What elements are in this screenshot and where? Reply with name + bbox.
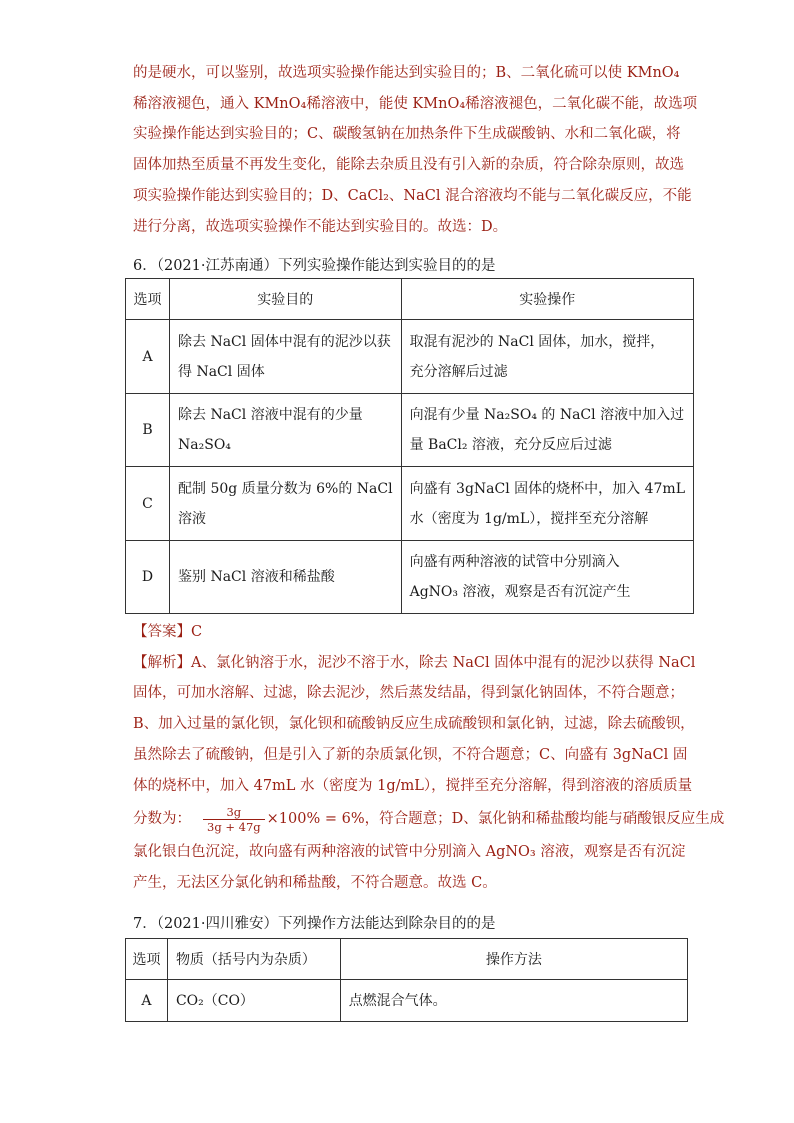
cell-line: 得 NaCl 固体 <box>178 363 265 380</box>
question-6-table <box>125 278 694 614</box>
operation-cell <box>401 394 693 467</box>
analysis-line: 氯化银白色沉淀，故向盛有两种溶液的试管中分别滴入 AgNO₃ 溶液，观察是否有沉淀 <box>133 844 686 861</box>
table-header-row <box>126 279 694 320</box>
cell-line: 向混有少量 Na₂SO₄ 的 NaCl 溶液中加入过 <box>409 407 685 423</box>
goal-cell <box>170 467 402 541</box>
question-6-analysis <box>133 617 725 899</box>
question-7-table <box>125 938 688 1022</box>
analysis-text: 分数为： <box>133 811 191 828</box>
table-row <box>126 394 694 467</box>
cell-line: 溶液 <box>178 510 207 527</box>
header-operation: 实验操作 <box>401 279 693 320</box>
header-option: 选项 <box>126 939 168 980</box>
method-cell: 点燃混合气体。 <box>340 980 687 1022</box>
question-6-title: 6．（2021·江苏南通）下列实验操作能达到实验目的的是 <box>133 258 496 274</box>
operation-cell <box>401 320 693 394</box>
cell-line: Na₂SO₄ <box>178 437 231 453</box>
fraction-numerator: 3g <box>226 804 242 819</box>
table-row <box>126 320 694 394</box>
cell-line: 取混有泥沙的 NaCl 固体，加水，搅拌， <box>409 333 665 350</box>
substance-cell: CO₂（CO） <box>167 980 340 1022</box>
answer-label: 【答案】C <box>133 624 203 640</box>
intro-analysis-paragraph <box>133 58 698 242</box>
intro-line: 实验操作能达到实验目的；C、碳酸氢钠在加热条件下生成碳酸钠、水和二氧化碳，将 <box>133 126 681 143</box>
analysis-line: 【解析】A、氯化钠溶于水，泥沙不溶于水，除去 NaCl 固体中混有的泥沙以获得 NaCl <box>133 654 696 671</box>
cell-line: 向盛有两种溶液的试管中分别滴入 <box>409 554 620 570</box>
option-cell: D <box>126 541 170 614</box>
option-cell: C <box>126 467 170 541</box>
cell-line: 除去 NaCl 固体中混有的泥沙以获 <box>178 333 391 350</box>
analysis-line: 固体，可加水溶解、过滤，除去泥沙，然后蒸发结晶，得到氯化钠固体，不符合题意； <box>133 685 684 702</box>
intro-line: 的是硬水，可以鉴别，故选项实验操作能达到实验目的；B、二氧化硫可以使 KMnO₄ <box>133 65 680 81</box>
cell-line: 水（密度为 1g/mL），搅拌至充分溶解 <box>409 510 649 527</box>
analysis-text: ×100% = 6%，符合题意；D、氯化钠和稀盐酸均能与硝酸银反应生成 <box>266 811 725 828</box>
option-cell: B <box>126 394 170 467</box>
goal-cell <box>170 541 402 614</box>
header-method: 操作方法 <box>340 939 687 980</box>
table-row <box>126 980 688 1022</box>
goal-cell <box>170 394 402 467</box>
header-substance: 物质（括号内为杂质） <box>167 939 340 980</box>
table-row <box>126 467 694 541</box>
cell-line: AgNO₃ 溶液，观察是否有沉淀产生 <box>409 584 631 600</box>
header-goal: 实验目的 <box>170 279 402 320</box>
fraction-denominator: 3g + 47g <box>203 819 265 834</box>
table-header-row <box>126 939 688 980</box>
intro-line: 固体加热至质量不再发生变化，能除去杂质且没有引入新的杂质，符合除杂原则，故选 <box>133 157 684 174</box>
option-cell: A <box>126 980 168 1022</box>
header-option: 选项 <box>126 279 170 320</box>
mass-fraction-formula <box>203 805 265 834</box>
cell-line: 向盛有 3gNaCl 固体的烧杯中，加入 47mL <box>409 480 685 497</box>
operation-cell <box>401 541 693 614</box>
question-7-title: 7．（2021·四川雅安）下列操作方法能达到除杂目的的是 <box>133 916 496 932</box>
intro-line: 项实验操作能达到实验目的；D、CaCl₂、NaCl 混合溶液均不能与二氧化碳反应，不能 <box>133 187 692 204</box>
operation-cell <box>401 467 693 541</box>
option-cell: A <box>126 320 170 394</box>
table-row <box>126 541 694 614</box>
cell-line: 充分溶解后过滤 <box>409 363 508 380</box>
intro-line: 稀溶液褪色，通入 KMnO₄稀溶液中，能使 KMnO₄稀溶液褪色，二氧化碳不能，故选项 <box>133 95 698 112</box>
cell-line: 配制 50g 质量分数为 6%的 NaCl <box>178 480 393 497</box>
analysis-line: 虽然除去了硫酸钠，但是引入了新的杂质氯化钡，不符合题意；C、向盛有 3gNaCl 固 <box>133 746 688 763</box>
analysis-line: 体的烧杯中，加入 47mL 水（密度为 1g/mL），搅拌至充分溶解，得到溶液的溶质质量 <box>133 777 693 794</box>
cell-line: 鉴别 NaCl 溶液和稀盐酸 <box>178 569 335 585</box>
cell-line: 除去 NaCl 溶液中混有的少量 <box>178 407 363 423</box>
analysis-line: B、加入过量的氯化钡，氯化钡和硫酸钠反应生成硫酸钡和氯化钠，过滤，除去硫酸钡， <box>133 716 695 733</box>
cell-line: 量 BaCl₂ 溶液，充分反应后过滤 <box>409 437 612 453</box>
intro-line: 进行分离，故选项实验操作不能达到实验目的。故选：D。 <box>133 218 508 235</box>
goal-cell <box>170 320 402 394</box>
analysis-line: 产生，无法区分氯化钠和稀盐酸，不符合题意。故选 C。 <box>133 874 497 891</box>
analysis-line-with-fraction <box>133 801 725 837</box>
